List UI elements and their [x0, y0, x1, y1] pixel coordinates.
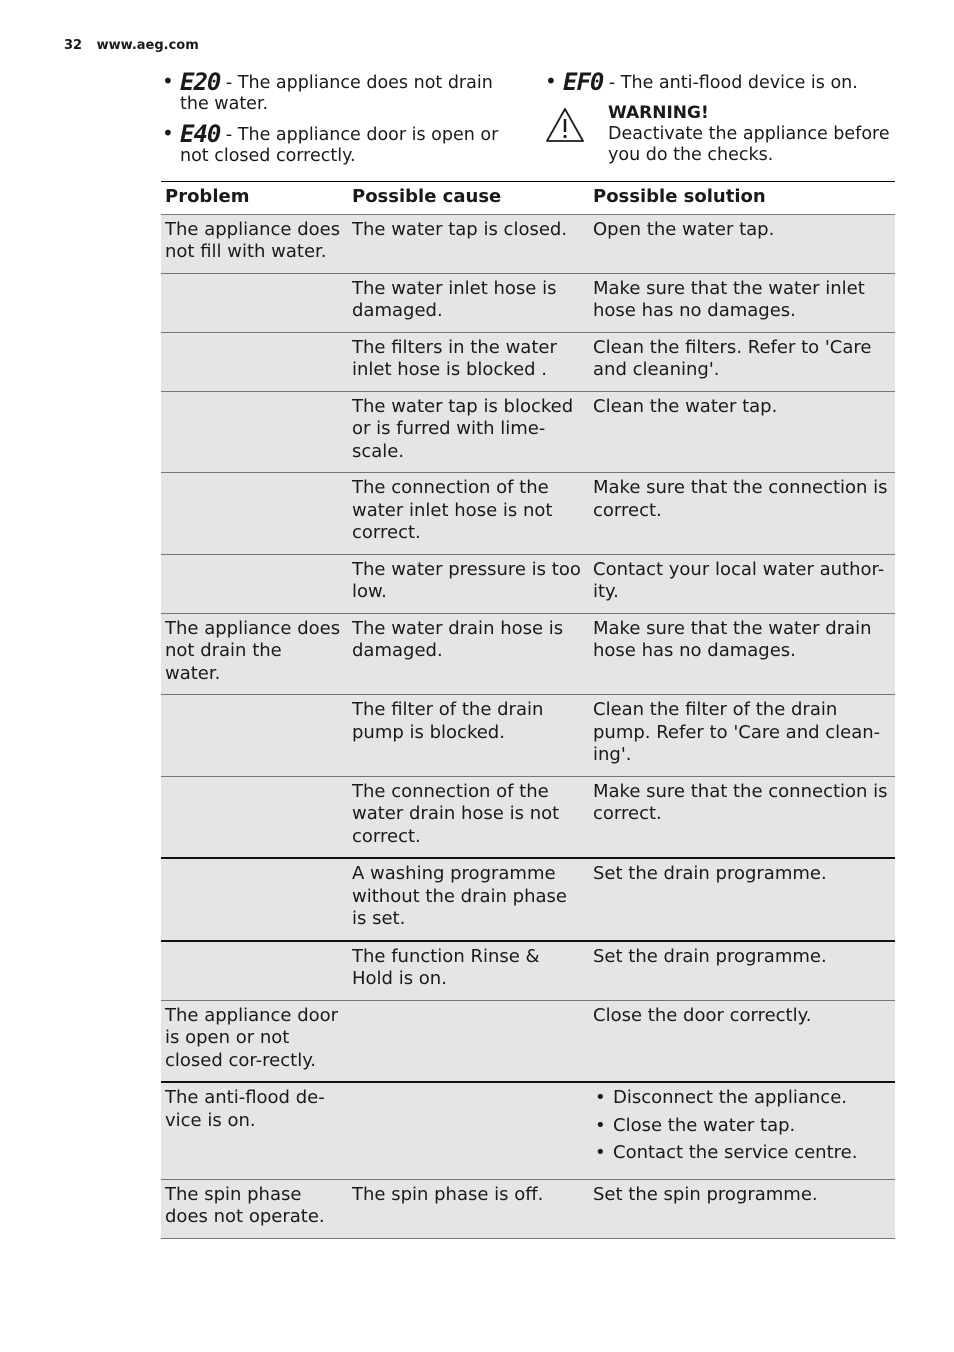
problem-cell	[161, 332, 348, 391]
solution-cell	[589, 1082, 895, 1179]
problem-cell	[161, 554, 348, 613]
page-number: 32	[64, 38, 83, 53]
cause-cell: The filters in the water inlet hose is blocked .	[348, 332, 589, 391]
solution-cell: Set the spin programme.	[589, 1179, 895, 1238]
solution-cell: Open the water tap.	[589, 214, 895, 273]
cause-cell	[348, 1082, 589, 1179]
error-code-item	[162, 68, 522, 115]
solution-cell: Close the door correctly.	[589, 1000, 895, 1082]
table-header-row	[161, 182, 895, 215]
solution-cell: Make sure that the water drain hose has no damages.	[589, 613, 895, 695]
list-item: • Close the water tap.	[593, 1115, 889, 1138]
solution-cell: Make sure that the connection is correct.	[589, 776, 895, 858]
warning-title: WARNING!	[608, 103, 709, 123]
table-row	[161, 858, 895, 941]
website-url: www.aeg.com	[96, 38, 199, 53]
column-header-cause: Possible cause	[348, 182, 589, 215]
warning-box	[545, 103, 895, 166]
table-row	[161, 1179, 895, 1238]
table-row	[161, 214, 895, 273]
page-header	[64, 38, 199, 53]
cause-cell: A washing programme without the drain phase is set.	[348, 858, 589, 941]
bullet-icon: •	[545, 69, 557, 93]
error-codes-right	[545, 68, 895, 166]
cause-cell	[348, 1000, 589, 1082]
problem-cell	[161, 273, 348, 332]
error-code-item	[545, 68, 895, 96]
problem-cell	[161, 858, 348, 941]
cause-cell: The water drain hose is damaged.	[348, 613, 589, 695]
problem-cell: The anti-flood de-vice is on.	[161, 1082, 348, 1179]
problem-cell: The appliance door is open or not closed cor-rectly.	[161, 1000, 348, 1082]
error-code: E40	[180, 120, 221, 148]
solution-cell: Contact your local water author-ity.	[589, 554, 895, 613]
table-row	[161, 941, 895, 1001]
cause-cell: The function Rinse & Hold is on.	[348, 941, 589, 1001]
error-code-text: - The anti-flood device is on.	[603, 73, 858, 93]
column-header-solution: Possible solution	[589, 182, 895, 215]
solution-list	[593, 1087, 889, 1165]
problem-cell	[161, 473, 348, 555]
error-code-item	[162, 120, 522, 167]
list-item: • Disconnect the appliance.	[593, 1087, 889, 1110]
cause-cell: The water pressure is too low.	[348, 554, 589, 613]
table-row	[161, 473, 895, 555]
table-row	[161, 554, 895, 613]
troubleshooting-table	[161, 181, 895, 1239]
bullet-icon: •	[162, 121, 174, 145]
bullet-icon: •	[162, 69, 174, 93]
table-row	[161, 776, 895, 858]
solution-cell: Make sure that the connection is correct.	[589, 473, 895, 555]
problem-cell	[161, 695, 348, 777]
error-code: E20	[180, 68, 221, 96]
solution-cell: Set the drain programme.	[589, 941, 895, 1001]
table-row	[161, 613, 895, 695]
solution-cell: Clean the filters. Refer to 'Care and cleaning'.	[589, 332, 895, 391]
error-code-text: - The appliance does not drain the water.	[180, 73, 493, 114]
table-row	[161, 695, 895, 777]
solution-cell: Clean the water tap.	[589, 391, 895, 473]
solution-cell: Set the drain programme.	[589, 858, 895, 941]
problem-cell	[161, 391, 348, 473]
table-row	[161, 273, 895, 332]
error-code: EF0	[563, 68, 604, 96]
cause-cell: The water tap is closed.	[348, 214, 589, 273]
cause-cell: The water inlet hose is damaged.	[348, 273, 589, 332]
problem-cell	[161, 941, 348, 1001]
warning-text: Deactivate the appliance before you do the checks.	[608, 124, 890, 165]
column-header-problem: Problem	[161, 182, 348, 215]
cause-cell: The filter of the drain pump is blocked.	[348, 695, 589, 777]
problem-cell	[161, 776, 348, 858]
warning-triangle-icon	[545, 107, 585, 143]
list-item: • Contact the service centre.	[593, 1142, 889, 1165]
solution-cell: Make sure that the water inlet hose has no damages.	[589, 273, 895, 332]
problem-cell: The appliance does not drain the water.	[161, 613, 348, 695]
cause-cell: The spin phase is off.	[348, 1179, 589, 1238]
table-row	[161, 1082, 895, 1179]
problem-cell: The appliance does not fill with water.	[161, 214, 348, 273]
problem-cell: The spin phase does not operate.	[161, 1179, 348, 1238]
table-row	[161, 1000, 895, 1082]
table-row	[161, 391, 895, 473]
error-code-text: - The appliance door is open or not closed correctly.	[180, 125, 499, 166]
solution-cell: Clean the filter of the drain pump. Refer to 'Care and clean-ing'.	[589, 695, 895, 777]
cause-cell: The connection of the water drain hose is not correct.	[348, 776, 589, 858]
cause-cell: The water tap is blocked or is furred with lime-scale.	[348, 391, 589, 473]
error-codes-left	[162, 68, 522, 176]
cause-cell: The connection of the water inlet hose is not correct.	[348, 473, 589, 555]
table-row	[161, 332, 895, 391]
